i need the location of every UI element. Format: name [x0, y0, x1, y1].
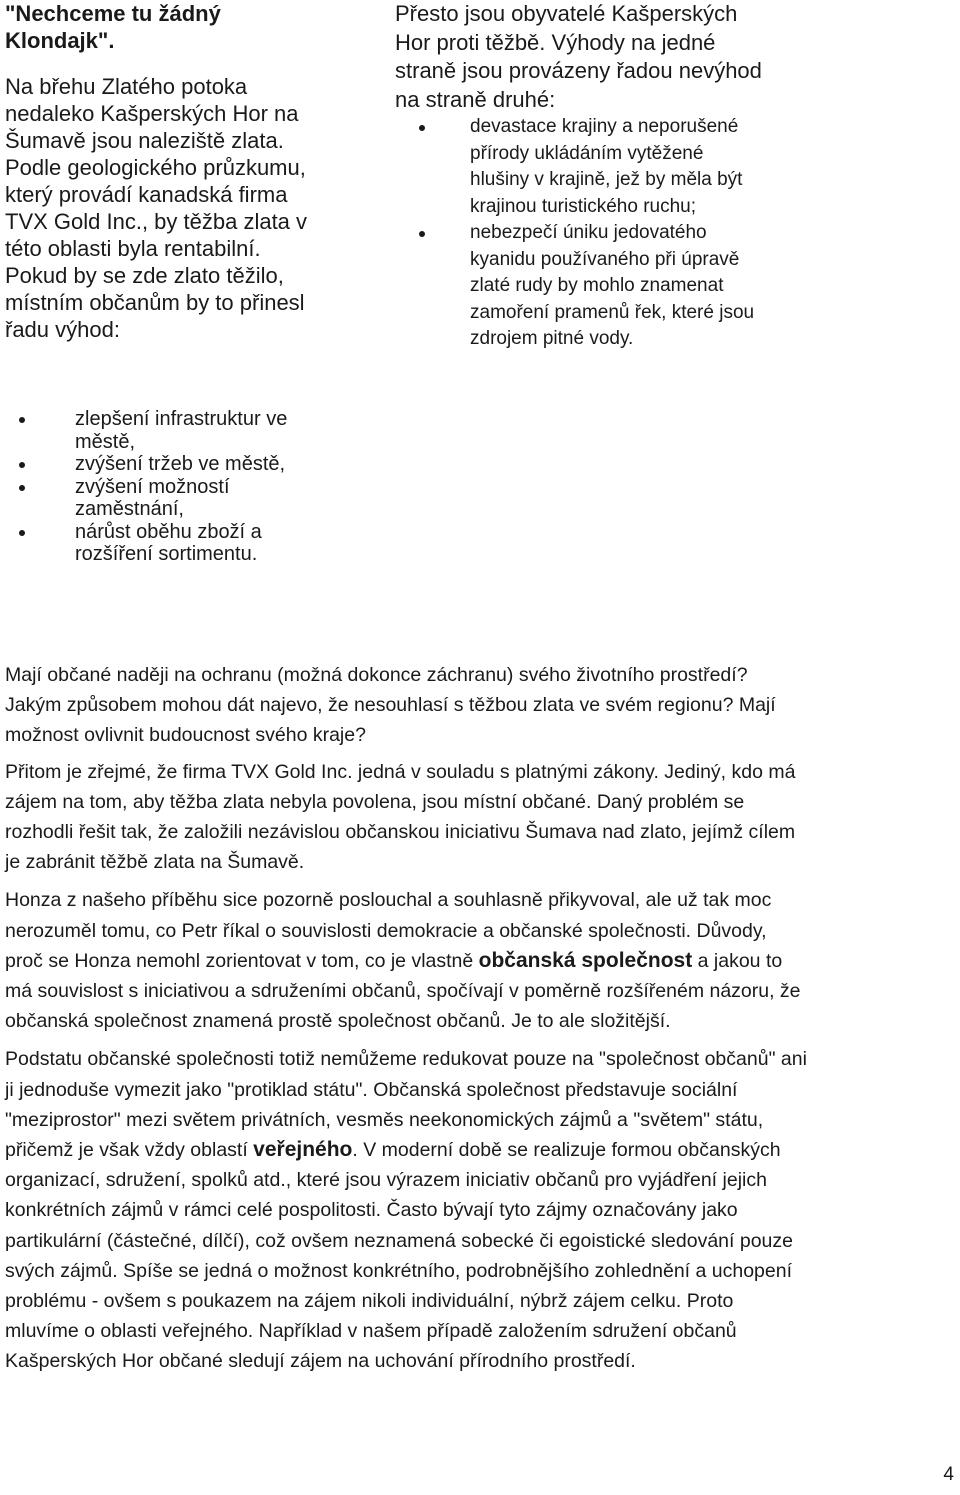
left-column — [5, 0, 375, 343]
paragraph-text: Honza z našeho příběhu sice pozorně poslouchal a souhlasně přikyvoval, ale už tak moc nerozuměl tomu, co Petr říkal o souvislosti demokracie a občanské společnosti. Důvody, proč se Honza nemohl zorientovat v tom, co je vlastně — [5, 889, 772, 972]
highlighted-term: veřejného — [253, 1138, 353, 1162]
paragraph-questions: Mají občané naději na ochranu (možná dokonce záchranu) svého životního prostředí? Jakým způsobem mohou dát najevo, že nesouhlasí s těžbou zlata ve svém regionu? Mají možnost ovlivnit budoucnost svého kraje? — [5, 664, 776, 747]
body-text — [5, 660, 960, 1385]
paragraph-civil-society — [5, 885, 960, 1036]
list-item: zvýšení možností zaměstnání, — [0, 476, 287, 521]
page-number: 4 — [943, 1464, 954, 1485]
paragraph-text: a jakou to má souvislost s iniciativou a sdruženími občanů, spočívají v poměrně rozšířeném názoru, že občanská společnost znamená prostě společnost občanů. Je to ale složitější. — [5, 949, 801, 1033]
right-column — [395, 0, 955, 353]
left-intro-paragraph: Na břehu Zlatého potoka nedaleko Kašperských Hor na Šumavě jsou naleziště zlata. Podle geologického průzkumu, který provádí kanadská firma TVX Gold Inc., by těžba zlata v této oblasti byla rentabilní. Pokud by se zde zlato těžilo, místním občanům by to přinesl řadu výhod: — [5, 74, 308, 342]
list-item: devastace krajiny a neporušené přírody ukládáním vytěžené hlušiny v krajině, jež by měla být krajinou turistického ruchu; — [395, 114, 955, 220]
paragraph-text: Podstatu občanské společnosti totiž nemůžeme redukovat pouze na "společnost občanů" ani ji jednoduše vymezit jako "protiklad státu". Občanská společnost představuje sociální "meziprostor" mezi světem privátních, vesměs neekonomických zájmů a "světem" státu, přičemž je však vždy oblastí — [5, 1048, 807, 1162]
highlighted-term: občanská společnost — [478, 948, 693, 972]
list-item: zlepšení infrastruktur ve městě, — [0, 408, 287, 453]
drawbacks-list — [395, 114, 955, 353]
right-intro-paragraph: Přesto jsou obyvatelé Kašperských Hor proti těžbě. Výhody na jedné straně jsou provázeny řadou nevýhod na straně druhé: — [395, 1, 762, 112]
article-title: "Nechceme tu žádný Klondajk". — [5, 1, 221, 53]
paragraph-initiative: Přitom je zřejmé, že firma TVX Gold Inc. jedná v souladu s platnými zákony. Jediný, kdo má zájem na tom, aby těžba zlata nebyla povolena, jsou místní občané. Daný problém se rozhodli řešit tak, že založili nezávislou občanskou iniciativu Šumava nad zlato, jejímž cílem je zabránit těžbě zlata na Šumavě. — [5, 760, 796, 874]
paragraph-public-sphere — [5, 1044, 960, 1376]
benefits-list — [0, 408, 287, 566]
paragraph-text: . V moderní době se realizuje formou občanských organizací, sdružení, spolků atd., které jsou výrazem iniciativ občanů pro vyjádření jejich konkrétních zájmů v rámci celé pospolitosti. Často bývají tyto zájmy označovány jako partikulární (částečné, dílčí), což ovšem neznamená sobecké či egoistické sledování pouze svých zájmů. Spíše se jedná o možnost konkrétního, podrobnějšího zohlednění a uchopení problému - ovšem s poukazem na zájem nikoli individuální, nýbrž zájem celku. Proto mluvíme o oblasti veřejného. Například v našem případě založením sdružení občanů Kašperských Hor občané sledují zájem na uchování přírodního prostředí. — [5, 1139, 793, 1373]
list-item: nebezpečí úniku jedovatého kyanidu používaného při úpravě zlaté rudy by mohlo znamenat zamoření pramenů řek, které jsou zdrojem pitné vody. — [395, 220, 955, 353]
list-item: nárůst oběhu zboží a rozšíření sortimentu. — [0, 521, 287, 566]
list-item: zvýšení tržeb ve městě, — [0, 453, 287, 476]
